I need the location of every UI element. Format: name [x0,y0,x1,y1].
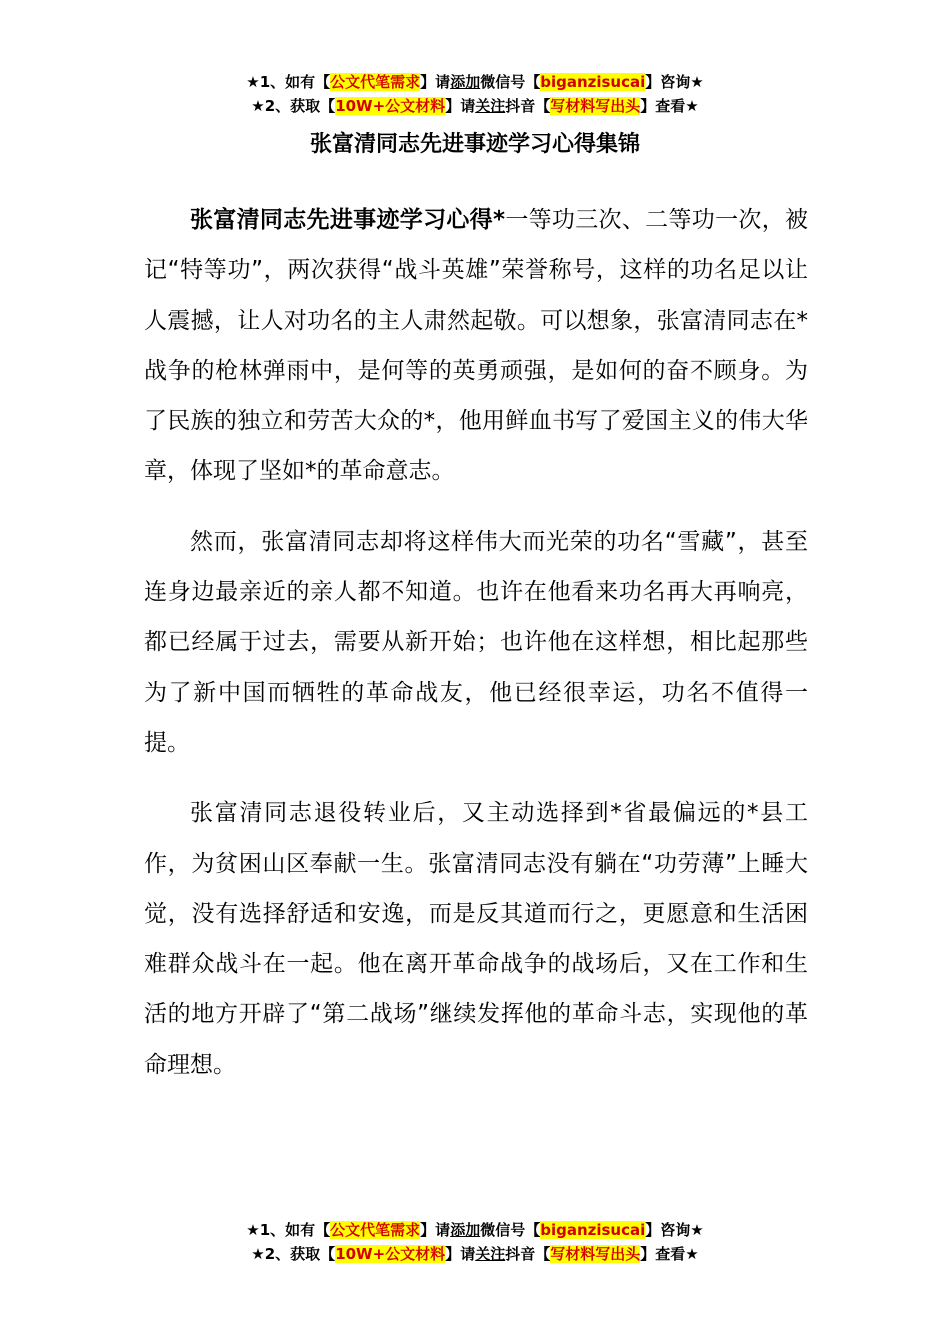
banner-line-1 [0,1218,950,1242]
banner-text: 】咨询★ [645,1221,704,1239]
banner-underline-text: 添加 [450,73,481,91]
header-banner [0,70,950,118]
paragraph-text: 一等功三次、二等功一次，被记“特等功”，两次获得“战斗英雄”荣誉称号，这样的功名足以让人震撼，让人对功名的主人肃然起敬。可以想象，张富清同志在*战争的枪林弹雨中，是何等的英勇顽强，是如何的奋不顾身。为了民族的独立和劳苦大众的*，他用鲜血书写了爱国主义的伟大华章，体现了坚如*的革命意志。 [144,207,809,485]
banner-highlight: 公文代笔需求 [330,73,421,91]
paragraph-lead: 张富清同志先进事迹学习心得* [190,207,506,233]
document-body [144,195,808,1110]
paragraph-text: 然而，张富清同志却将这样伟大而光荣的功名“雪藏”，甚至连身边最亲近的亲人都不知道。也许在他看来功名再大再响亮，都已经属于过去，需要从新开始；也许他在这样想，相比起那些为了新中国而牺牲的革命战友，他已经很幸运，功名不值得一提。 [144,528,808,756]
banner-highlight: 写材料写出头 [550,1245,641,1263]
banner-text: 】咨询★ [645,73,704,91]
banner-text: 】查看★ [640,1245,699,1263]
banner-underline-text: 添加 [450,1221,481,1239]
banner-text: ★1、如有【 [246,1221,331,1239]
footer-banner [0,1218,950,1266]
banner-highlight: biganzisucai [540,73,646,91]
paragraph-1 [144,195,808,497]
paragraph-2 [144,517,808,768]
banner-line-2 [0,1242,950,1266]
banner-text: 】查看★ [640,97,699,115]
paragraph-text: 张富清同志退役转业后，又主动选择到*省最偏远的*县工作，为贫困山区奉献一生。张富清同志没有躺在“功劳薄”上睡大觉，没有选择舒适和安逸，而是反其道而行之，更愿意和生活困难群众战斗在一起。他在离开革命战争的战场后，又在工作和生活的地方开辟了“第二战场”继续发挥他的革命斗志，实现他的革命理想。 [144,800,808,1078]
banner-text: ★1、如有【 [246,73,331,91]
banner-text: 】请 [445,97,476,115]
banner-text: 微信号【 [480,73,541,91]
document-title: 张富清同志先进事迹学习心得集锦 [309,132,640,157]
banner-highlight: biganzisucai [540,1221,646,1239]
banner-line-2 [0,94,950,118]
banner-highlight: 10W+公文材料 [335,1245,446,1263]
banner-text: ★2、获取【 [251,97,336,115]
banner-text: 】请 [420,73,451,91]
banner-highlight: 写材料写出头 [550,97,641,115]
banner-text: 抖音【 [505,97,551,115]
banner-line-1 [0,70,950,94]
banner-text: 】请 [445,1245,476,1263]
banner-underline-text: 关注 [475,97,506,115]
banner-underline-text: 关注 [475,1245,506,1263]
banner-text: 抖音【 [505,1245,551,1263]
banner-highlight: 公文代笔需求 [330,1221,421,1239]
banner-text: 微信号【 [480,1221,541,1239]
paragraph-3 [144,788,808,1090]
banner-text: 】请 [420,1221,451,1239]
banner-highlight: 10W+公文材料 [335,97,446,115]
banner-text: ★2、获取【 [251,1245,336,1263]
